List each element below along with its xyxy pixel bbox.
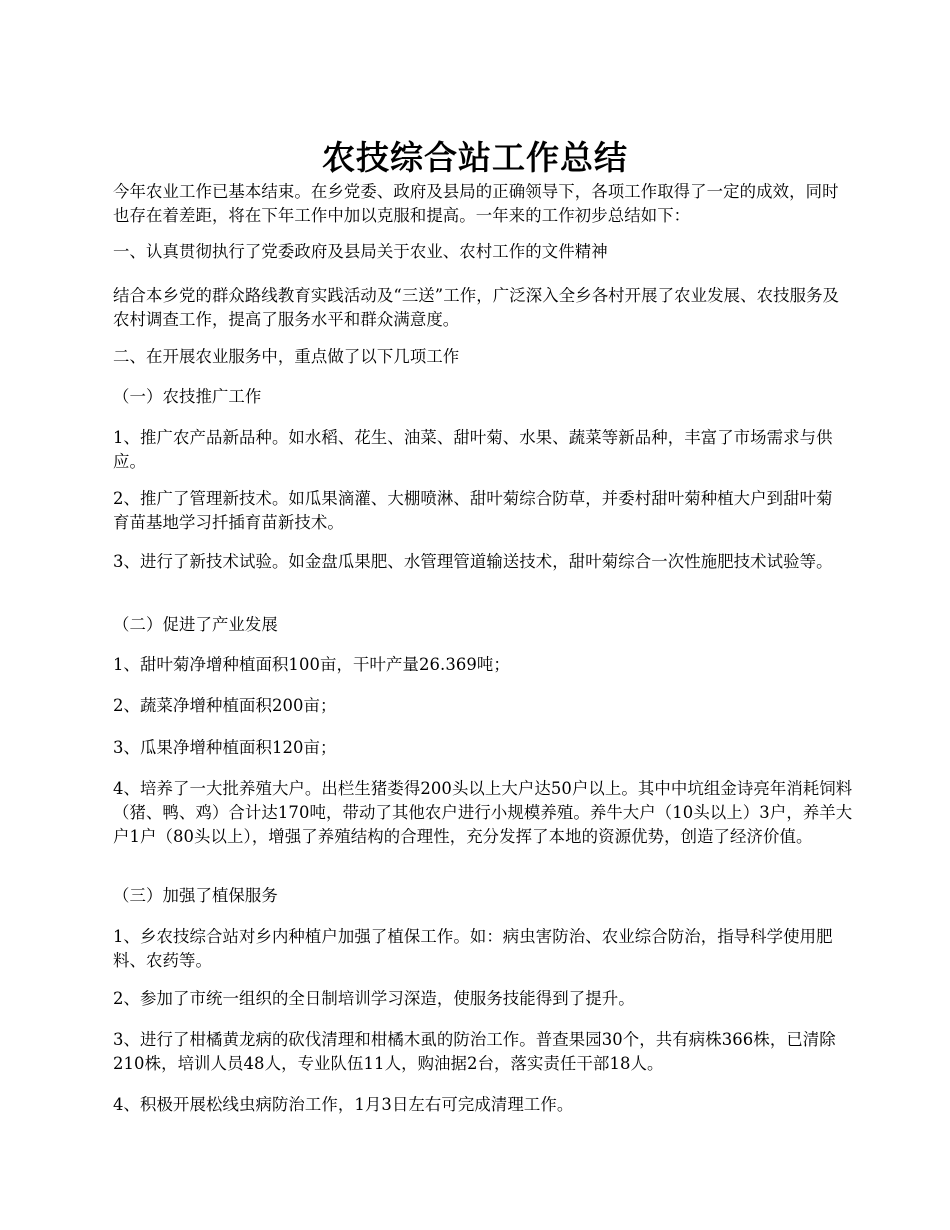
subsection-heading-2: （二）促进了产业发展 [113,615,278,634]
list-item: 3、瓜果净增种植面积120亩； [113,738,337,757]
list-item: 3、进行了柑橘黄龙病的砍伐清理和柑橘木虱的防治工作。普查果园30个，共有病株366株，已清除210株，培训人员48人，专业队伍11人，购油据2台，落实责任干部18人。 [113,1030,836,1073]
section-heading-1: 一、认真贯彻执行了党委政府及县局关于农业、农村工作的文件精神 [113,242,608,261]
paragraph-section-1: 结合本乡党的群众路线教育实践活动及“三送”工作，广泛深入全乡各村开展了农业发展、农技服务及农村调查工作，提高了服务水平和群众满意度。 [113,286,840,329]
list-item: 3、进行了新技术试验。如金盘瓜果肥、水管理管道输送技术，甜叶菊综合一次性施肥技术试验等。 [113,552,833,571]
list-item: 2、参加了市统一组织的全日制培训学习深造，使服务技能得到了提升。 [113,989,635,1008]
paragraph-intro: 今年农业工作已基本结束。在乡党委、政府及县局的正确领导下，各项工作取得了一定的成效，同时也存在着差距，将在下年工作中加以克服和提高。一年来的工作初步总结如下： [113,182,839,225]
list-item: 1、推广农产品新品种。如水稻、花生、油菜、甜叶菊、水果、蔬菜等新品种，丰富了市场需求与供应。 [113,428,833,471]
list-item: 2、蔬菜净增种植面积200亩； [113,696,337,715]
list-item: 1、乡农技综合站对乡内种植户加强了植保工作。如：病虫害防治、农业综合防治，指导科学使用肥料、农药等。 [113,927,833,970]
list-item: 4、培养了一大批养殖大户。出栏生猪娄得200头以上大户达50户以上。其中中坑组金诗亮年消耗饲料（猪、鸭、鸡）合计达170吨，带动了其他农户进行小规模养殖。养牛大户（10头以上）3户，养羊大户1户（80头以上），增强了养殖结构的合理性，充分发挥了本地的资源优势，创造了经济价值。 [113,779,853,846]
list-item: 2、推广了管理新技术。如瓜果滴灌、大棚喷淋、甜叶菊综合防草，并委村甜叶菊种植大户到甜叶菊育苗基地学习扦插育苗新技术。 [113,489,833,532]
list-item: 4、积极开展松线虫病防治工作，1月3日左右可完成清理工作。 [113,1095,574,1114]
document-title: 农技综合站工作总结 [322,138,628,178]
subsection-heading-3: （三）加强了植保服务 [113,886,278,905]
section-heading-2: 二、在开展农业服务中，重点做了以下几项工作 [113,347,460,366]
list-item: 1、甜叶菊净增种植面积100亩，干叶产量26.369吨； [113,655,510,674]
subsection-heading-1: （一）农技推广工作 [113,387,262,406]
